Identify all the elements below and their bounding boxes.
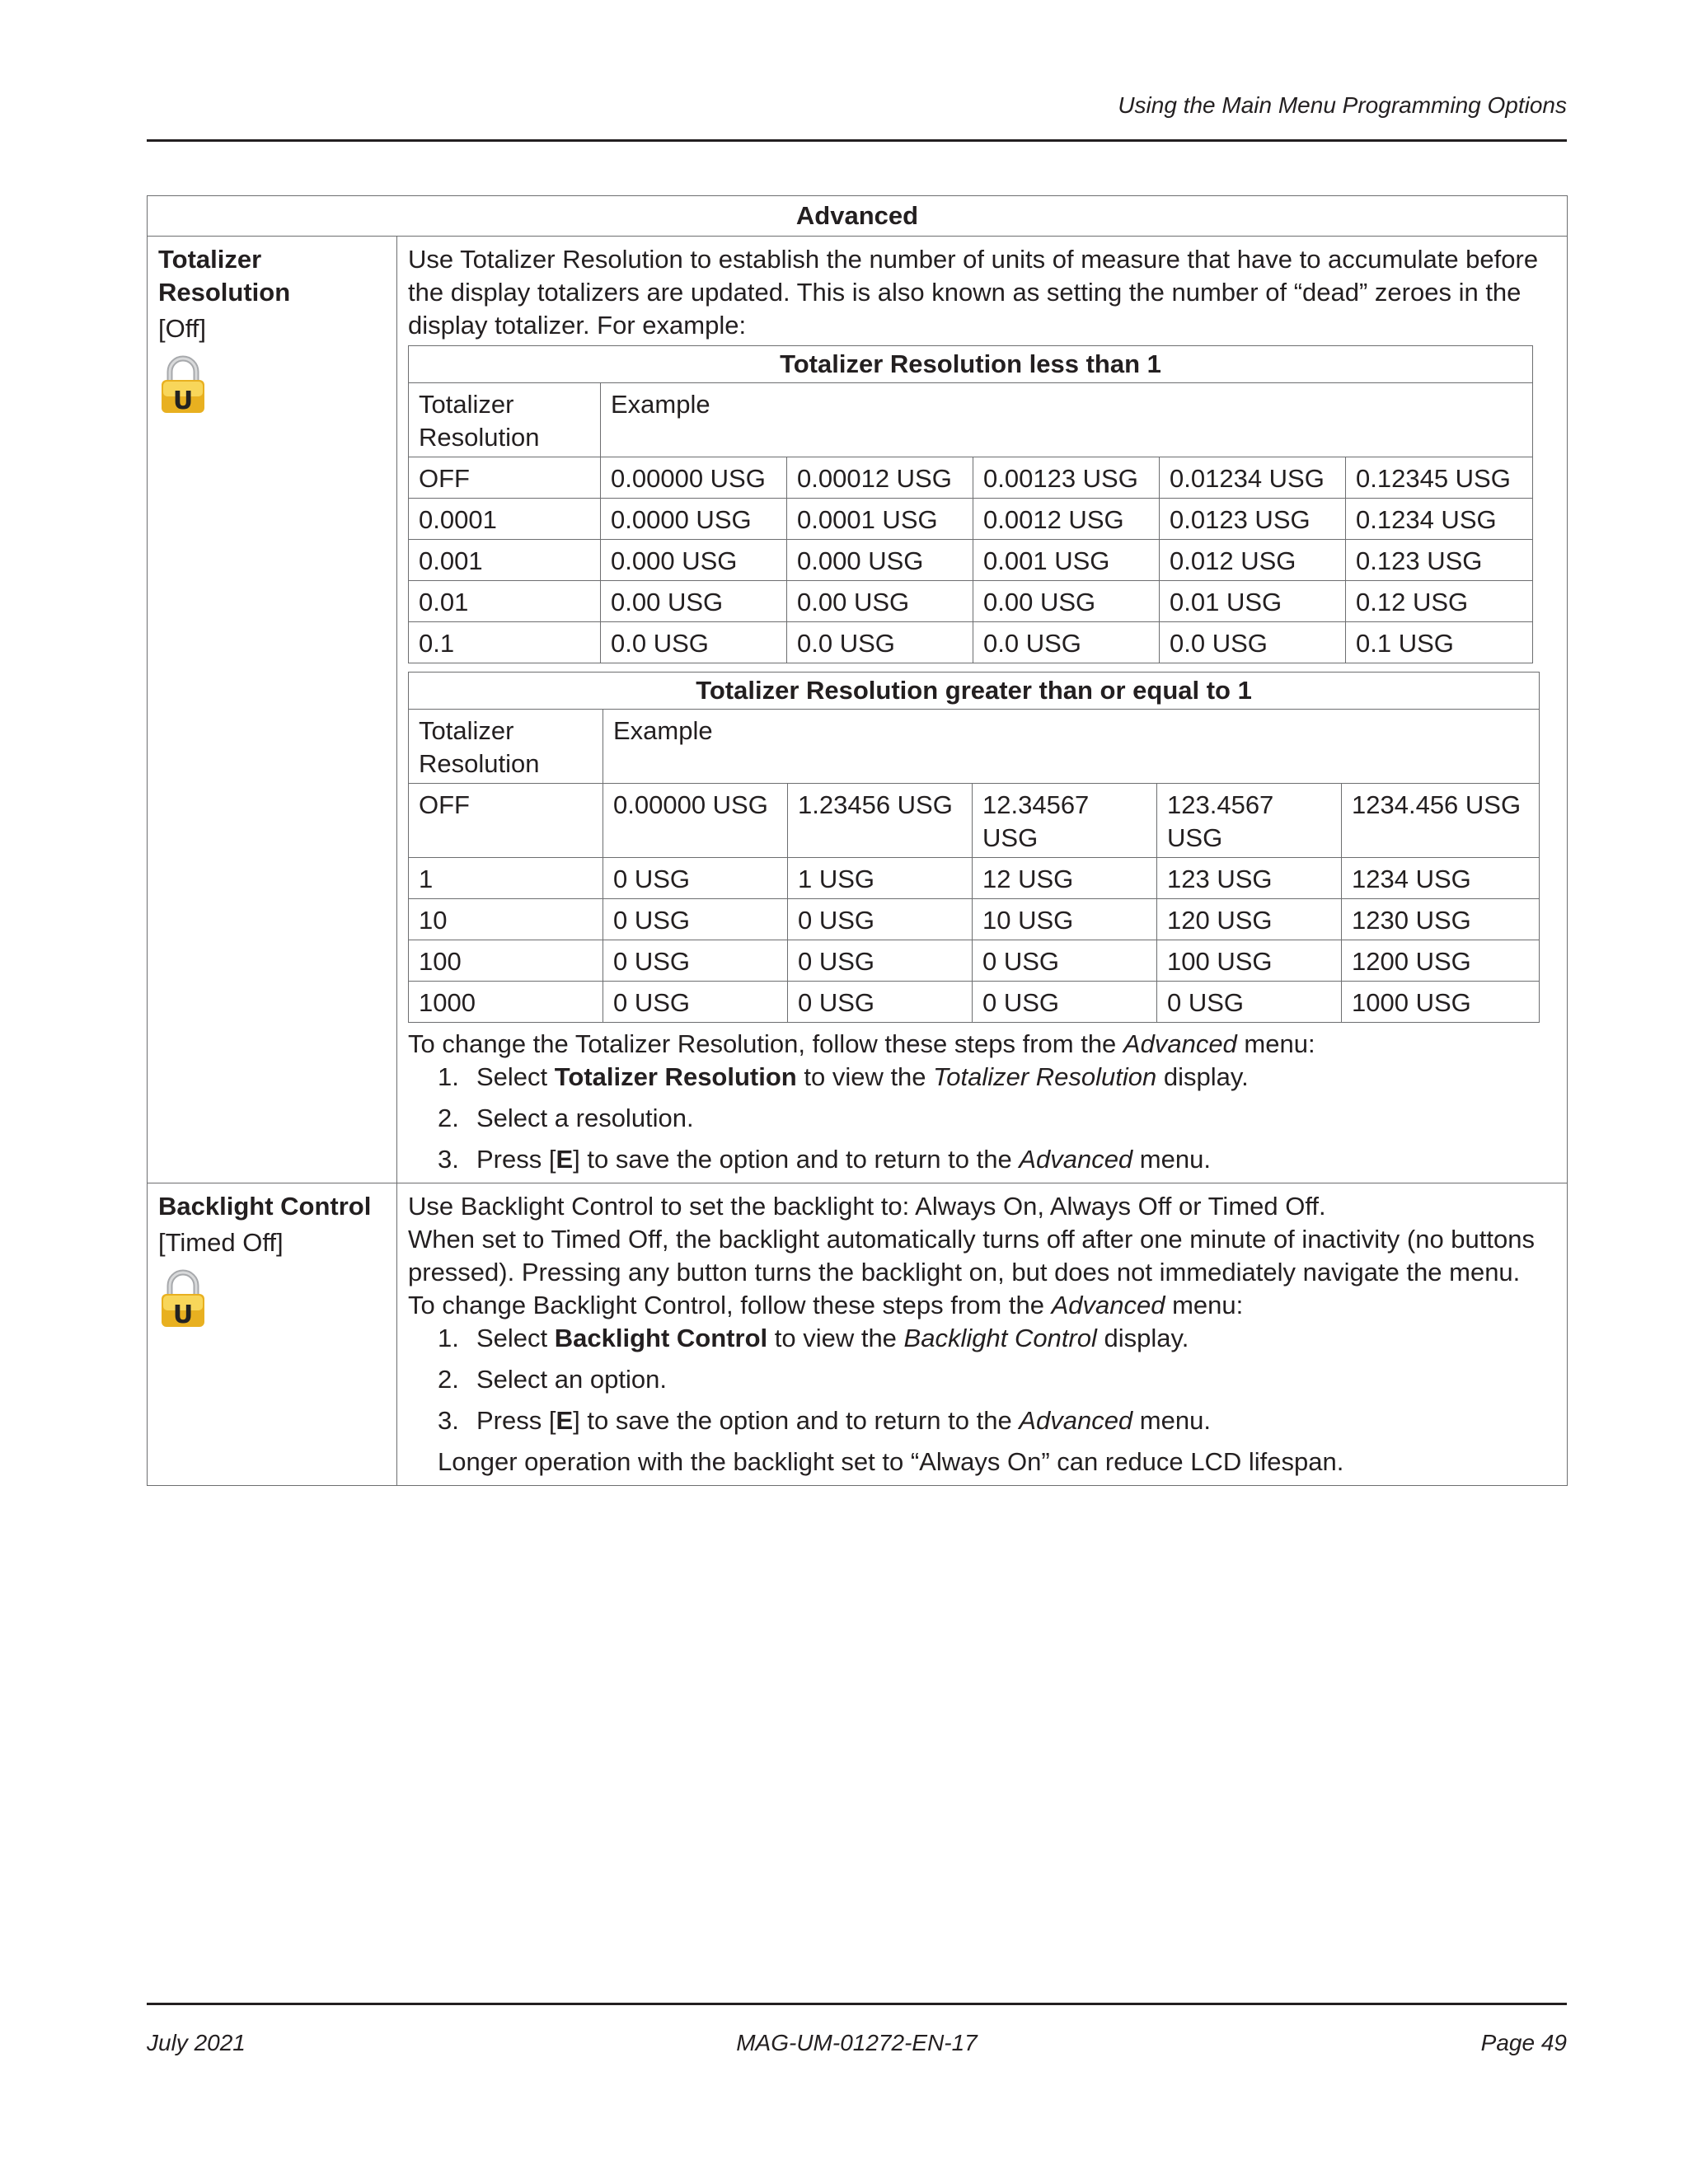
step-text: Select: [476, 1062, 555, 1091]
steps-intro-suffix: menu:: [1165, 1291, 1244, 1319]
step-italic-display: Totalizer Resolution: [933, 1062, 1157, 1091]
resolution-cell: OFF: [409, 457, 601, 499]
step-text: to view the: [796, 1062, 934, 1091]
step-text: to view the: [767, 1324, 904, 1352]
resolution-cell: 100: [409, 940, 603, 982]
resolution-cell: 1: [409, 858, 603, 899]
step-bold-option: Totalizer Resolution: [554, 1062, 797, 1091]
example-cell: 0.00000 USG: [601, 457, 787, 499]
param-name-line2: Resolution: [158, 278, 291, 307]
example-cell: 1000 USG: [1342, 982, 1540, 1023]
page-footer: [147, 2003, 1567, 2060]
example-cell: 10 USG: [973, 899, 1157, 940]
example-cell: 0 USG: [603, 982, 788, 1023]
step-text: Press [: [476, 1145, 556, 1174]
example-cell: 0.00000 USG: [603, 784, 788, 858]
step-bold-option: Backlight Control: [554, 1324, 768, 1352]
param-name: [158, 243, 385, 309]
step-item: [438, 1102, 1555, 1135]
table-row: [409, 899, 1540, 940]
resolution-cell: OFF: [409, 784, 603, 858]
step-item: [438, 1363, 1555, 1396]
step-text: Press [: [476, 1406, 556, 1435]
padlock-icon: [158, 1268, 208, 1329]
step-number: 1.: [438, 1062, 459, 1091]
example-cell: 0 USG: [973, 940, 1157, 982]
param-cell-backlight: [148, 1183, 397, 1486]
table-row: [409, 499, 1533, 540]
step-item: [438, 1143, 1555, 1176]
step-item: [438, 1404, 1555, 1437]
step-text: Select an option.: [476, 1365, 667, 1394]
table-resolution-greater-or-equal-1: [408, 672, 1540, 1023]
steps-intro-suffix: menu:: [1236, 1029, 1315, 1058]
header-title: Using the Main Menu Programming Options: [1118, 92, 1567, 118]
example-cell: 0.00012 USG: [787, 457, 973, 499]
table-caption: Totalizer Resolution greater than or equal to 1: [409, 673, 1540, 710]
table-resolution-less-than-1: [408, 345, 1533, 663]
example-cell: 0 USG: [603, 899, 788, 940]
step-text: display.: [1156, 1062, 1249, 1091]
example-cell: 0.0000 USG: [601, 499, 787, 540]
table-caption: Totalizer Resolution less than 1: [409, 346, 1533, 383]
step-text: display.: [1096, 1324, 1189, 1352]
column-header-resolution: Totalizer Resolution: [409, 710, 603, 784]
step-text: ] to save the option and to return to the: [573, 1145, 1020, 1174]
table-row: [409, 858, 1540, 899]
param-name-line1: Totalizer: [158, 245, 262, 274]
example-cell: 123.4567 USG: [1157, 784, 1342, 858]
step-key: E: [556, 1406, 574, 1435]
resolution-cell: 0.1: [409, 622, 601, 663]
step-italic-display: Backlight Control: [903, 1324, 1097, 1352]
example-cell: 0.01 USG: [1160, 581, 1346, 622]
table-row: [409, 784, 1540, 858]
example-cell: 0 USG: [788, 940, 973, 982]
step-italic-menu: Advanced: [1019, 1145, 1133, 1174]
example-cell: 0.000 USG: [787, 540, 973, 581]
step-text: menu.: [1132, 1145, 1211, 1174]
steps-intro-menu: Advanced: [1051, 1291, 1165, 1319]
example-cell: 0 USG: [603, 858, 788, 899]
steps-intro-menu: Advanced: [1123, 1029, 1237, 1058]
example-cell: 12.34567 USG: [973, 784, 1157, 858]
example-cell: 1234 USG: [1342, 858, 1540, 899]
step-italic-menu: Advanced: [1019, 1406, 1133, 1435]
example-cell: 0.0001 USG: [787, 499, 973, 540]
example-cell: 0.0 USG: [601, 622, 787, 663]
section-title: Advanced: [148, 196, 1568, 237]
example-cell: 0.00 USG: [973, 581, 1160, 622]
totalizer-intro: Use Totalizer Resolution to establish the number of units of measure that have to accumulate before the display totalizers are updated. This is also known as setting the number of “dead” zeroes in the display totalizer. For example:: [408, 245, 1539, 340]
lock-letter: U: [172, 387, 194, 415]
step-number: 2.: [438, 1104, 459, 1132]
example-cell: 120 USG: [1157, 899, 1342, 940]
example-cell: 0.1234 USG: [1346, 499, 1533, 540]
column-header-example: Example: [603, 710, 1540, 784]
example-cell: 0.00 USG: [787, 581, 973, 622]
example-cell: 0.12345 USG: [1346, 457, 1533, 499]
param-default: [Off]: [158, 314, 207, 343]
example-cell: 1 USG: [788, 858, 973, 899]
param-name: Backlight Control: [158, 1192, 372, 1221]
step-number: 3.: [438, 1406, 459, 1435]
footer-page-number: Page 49: [1480, 2030, 1567, 2055]
table-row: [409, 540, 1533, 581]
example-cell: 0.00 USG: [601, 581, 787, 622]
step-text: Select a resolution.: [476, 1104, 694, 1132]
example-cell: 0 USG: [788, 982, 973, 1023]
resolution-cell: 0.0001: [409, 499, 601, 540]
example-cell: 123 USG: [1157, 858, 1342, 899]
step-item: [438, 1322, 1555, 1355]
example-cell: 1234.456 USG: [1342, 784, 1540, 858]
table-row: [409, 622, 1533, 663]
param-row-totalizer-resolution: [148, 237, 1568, 1183]
totalizer-steps: [408, 1061, 1555, 1176]
example-cell: 1200 USG: [1342, 940, 1540, 982]
backlight-line1: Use Backlight Control to set the backlight to: Always On, Always Off or Timed Off.: [408, 1192, 1326, 1221]
column-header-example: Example: [601, 383, 1533, 457]
backlight-line2: When set to Timed Off, the backlight automatically turns off after one minute of inactivity (no buttons pressed). Pressing any button turns the backlight on, but does not immediately navigate the menu.: [408, 1225, 1535, 1286]
param-cell-totalizer: [148, 237, 397, 1183]
page-header: [147, 92, 1567, 142]
table-row: [409, 940, 1540, 982]
section-header-row: [148, 196, 1568, 237]
step-number: 3.: [438, 1145, 459, 1174]
example-cell: 0 USG: [1157, 982, 1342, 1023]
column-header-resolution: Totalizer Resolution: [409, 383, 601, 457]
example-cell: 0.123 USG: [1346, 540, 1533, 581]
example-cell: 0.0012 USG: [973, 499, 1160, 540]
step-key: E: [556, 1145, 574, 1174]
example-cell: 0.01234 USG: [1160, 457, 1346, 499]
example-cell: 100 USG: [1157, 940, 1342, 982]
backlight-steps: [408, 1322, 1555, 1437]
step-item: [438, 1061, 1555, 1094]
steps-intro-text: To change Backlight Control, follow these steps from the: [408, 1291, 1052, 1319]
example-cell: 0.012 USG: [1160, 540, 1346, 581]
example-cell: 0.000 USG: [601, 540, 787, 581]
table-row: [409, 457, 1533, 499]
example-cell: 0.12 USG: [1346, 581, 1533, 622]
padlock-icon: [158, 354, 208, 415]
step-number: 2.: [438, 1365, 459, 1394]
desc-cell-totalizer: [397, 237, 1568, 1183]
example-cell: 1230 USG: [1342, 899, 1540, 940]
backlight-steps-intro: [408, 1289, 1555, 1322]
example-cell: 12 USG: [973, 858, 1157, 899]
table-row: [409, 982, 1540, 1023]
param-default: [Timed Off]: [158, 1228, 284, 1257]
steps-intro-text: To change the Totalizer Resolution, follow these steps from the: [408, 1029, 1123, 1058]
resolution-cell: 0.01: [409, 581, 601, 622]
table-row: [409, 581, 1533, 622]
lock-letter: U: [172, 1301, 194, 1329]
example-cell: 0.001 USG: [973, 540, 1160, 581]
step-number: 1.: [438, 1324, 459, 1352]
footer-doc-id: MAG-UM-01272-EN-17: [736, 2030, 978, 2055]
example-cell: 0.0 USG: [1160, 622, 1346, 663]
example-cell: 1.23456 USG: [788, 784, 973, 858]
step-text: ] to save the option and to return to the: [573, 1406, 1020, 1435]
param-row-backlight-control: [148, 1183, 1568, 1486]
step-text: menu.: [1132, 1406, 1211, 1435]
example-cell: 0.0 USG: [973, 622, 1160, 663]
step-text: Select: [476, 1324, 555, 1352]
example-cell: 0.0 USG: [787, 622, 973, 663]
totalizer-steps-intro: [408, 1028, 1555, 1061]
example-cell: 0 USG: [788, 899, 973, 940]
example-cell: 0.1 USG: [1346, 622, 1533, 663]
resolution-cell: 0.001: [409, 540, 601, 581]
example-cell: 0.0123 USG: [1160, 499, 1346, 540]
example-cell: 0.00123 USG: [973, 457, 1160, 499]
resolution-cell: 1000: [409, 982, 603, 1023]
footer-date: July 2021: [147, 2030, 246, 2055]
example-cell: 0 USG: [603, 940, 788, 982]
desc-cell-backlight: [397, 1183, 1568, 1486]
example-cell: 0 USG: [973, 982, 1157, 1023]
backlight-note: Longer operation with the backlight set to “Always On” can reduce LCD lifespan.: [438, 1447, 1344, 1476]
advanced-table: [147, 195, 1568, 1486]
resolution-cell: 10: [409, 899, 603, 940]
